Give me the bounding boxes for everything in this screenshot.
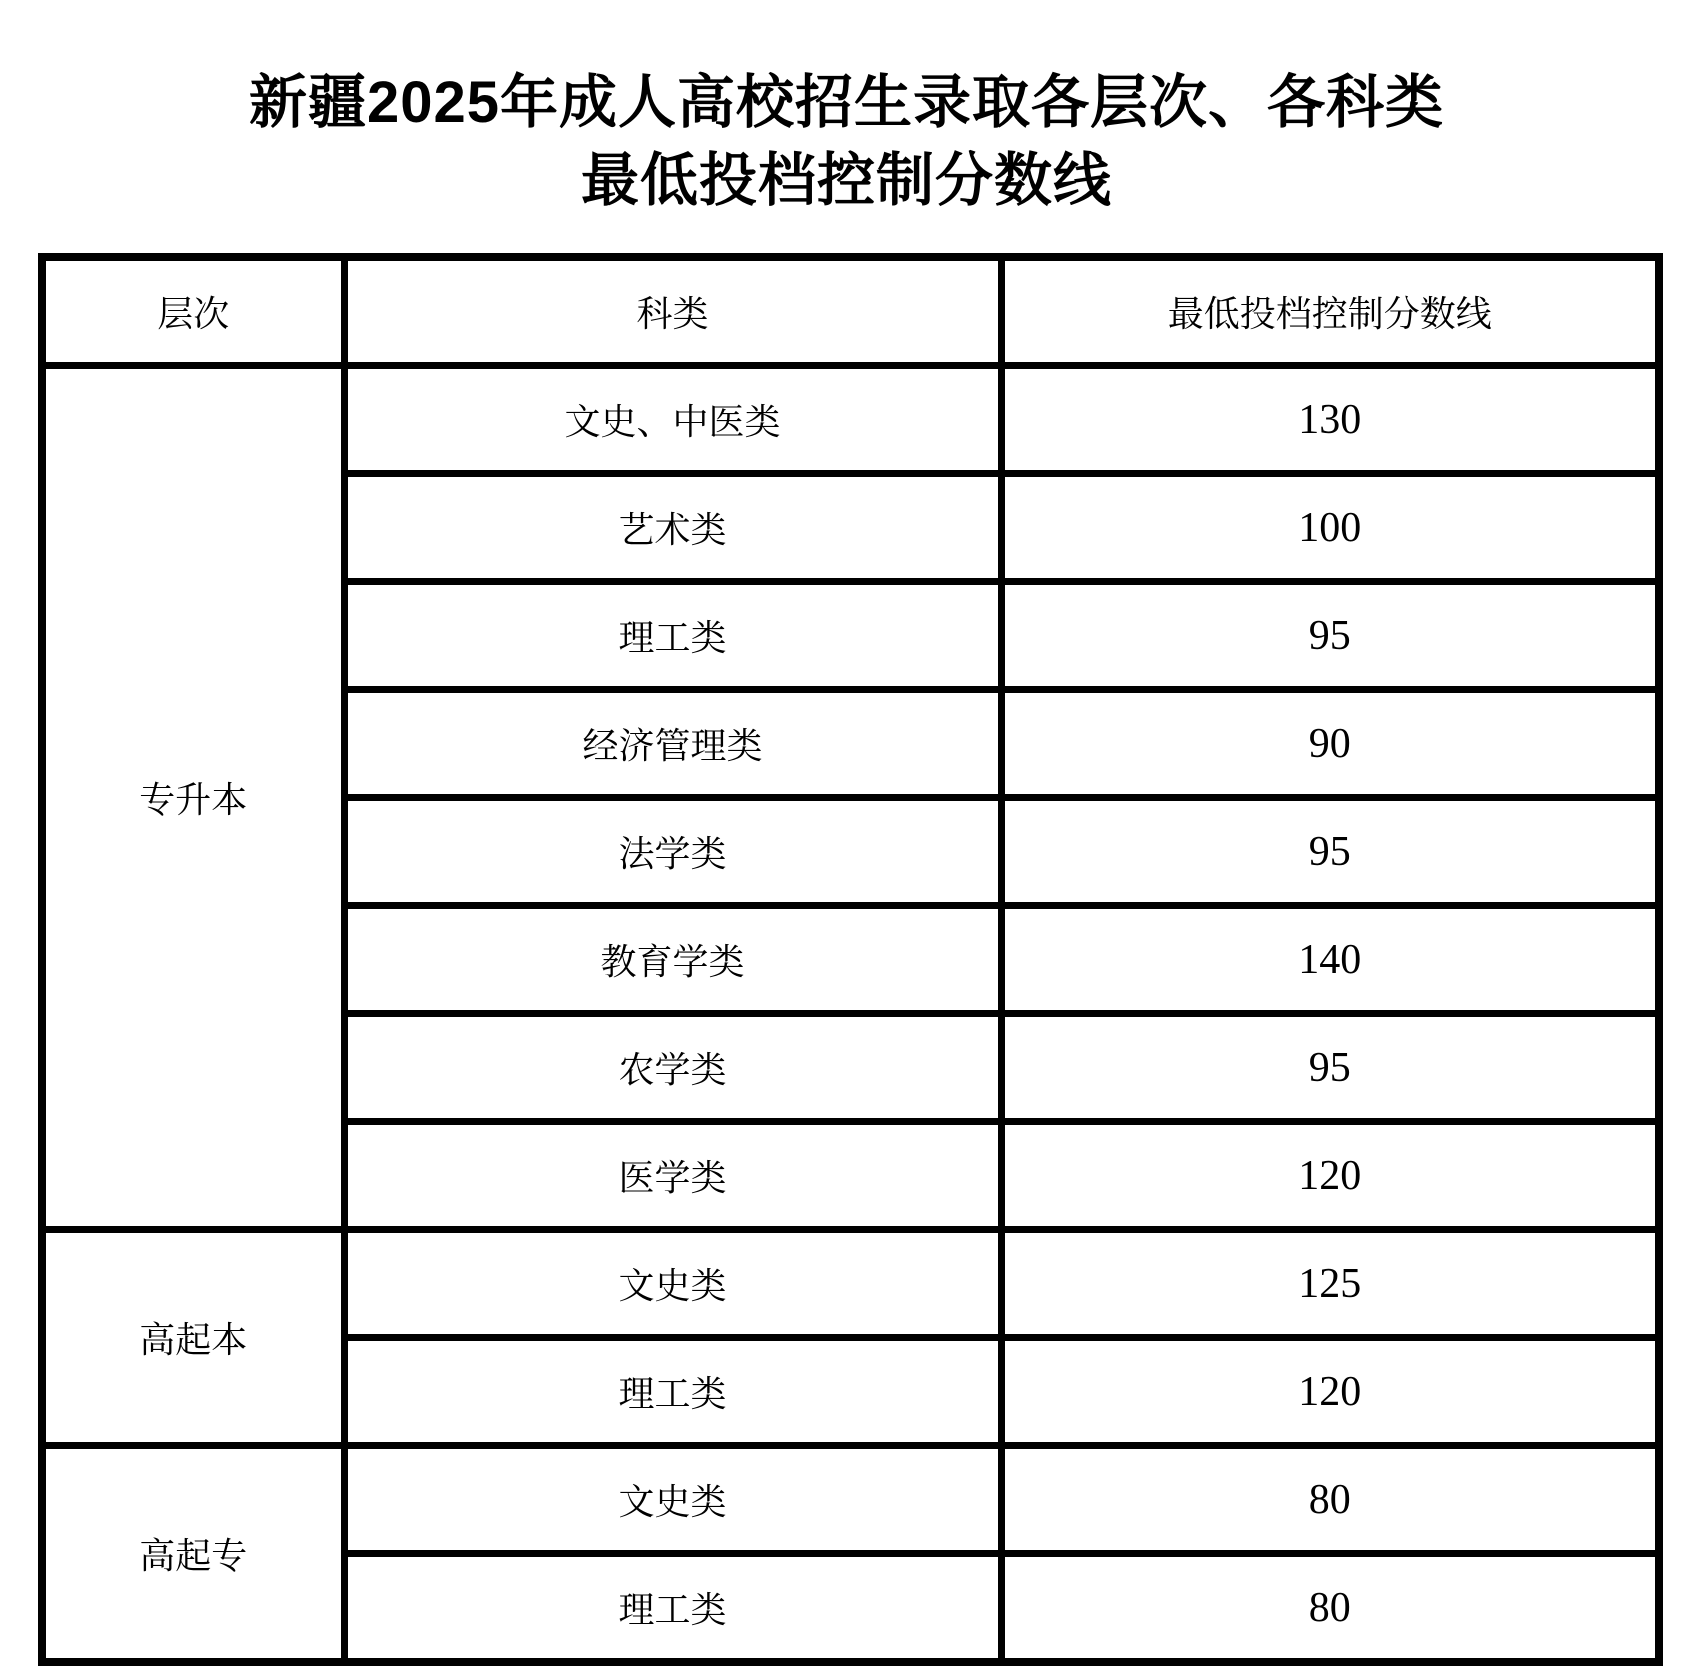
category-cell: 经济管理类 [344, 690, 1001, 798]
category-cell: 理工类 [344, 582, 1001, 690]
score-cell: 120 [1001, 1338, 1659, 1446]
score-cell: 80 [1001, 1446, 1659, 1554]
level-cell-gaoqizhuan: 高起专 [42, 1446, 344, 1663]
score-cell: 140 [1001, 906, 1659, 1014]
header-score: 最低投档控制分数线 [1001, 257, 1659, 366]
table-row [42, 1446, 1659, 1554]
category-cell: 法学类 [344, 798, 1001, 906]
score-cell: 130 [1001, 366, 1659, 474]
score-cell: 90 [1001, 690, 1659, 798]
score-cell: 80 [1001, 1554, 1659, 1663]
category-cell: 文史类 [344, 1230, 1001, 1338]
category-cell: 农学类 [344, 1014, 1001, 1122]
score-cell: 95 [1001, 582, 1659, 690]
score-cell: 120 [1001, 1122, 1659, 1230]
level-cell-zhuanshengben: 专升本 [42, 366, 344, 1230]
page-title-line2: 最低投档控制分数线 [580, 148, 1112, 213]
category-cell: 教育学类 [344, 906, 1001, 1014]
header-level: 层次 [42, 257, 344, 366]
category-cell: 文史、中医类 [344, 366, 1001, 474]
page-title [38, 0, 1655, 220]
category-cell: 艺术类 [344, 474, 1001, 582]
header-category: 科类 [344, 257, 1001, 366]
level-cell-gaoqiben: 高起本 [42, 1230, 344, 1446]
category-cell: 理工类 [344, 1338, 1001, 1446]
table-header-row [42, 257, 1659, 366]
category-cell: 理工类 [344, 1554, 1001, 1663]
table-row [42, 366, 1659, 474]
category-cell: 医学类 [344, 1122, 1001, 1230]
score-cell: 100 [1001, 474, 1659, 582]
page-title-line1: 新疆2025年成人高校招生录取各层次、各科类 [248, 70, 1445, 135]
score-cell: 95 [1001, 798, 1659, 906]
category-cell: 文史类 [344, 1446, 1001, 1554]
score-table [38, 253, 1663, 1666]
table-row [42, 1230, 1659, 1338]
score-cell: 125 [1001, 1230, 1659, 1338]
score-cell: 95 [1001, 1014, 1659, 1122]
